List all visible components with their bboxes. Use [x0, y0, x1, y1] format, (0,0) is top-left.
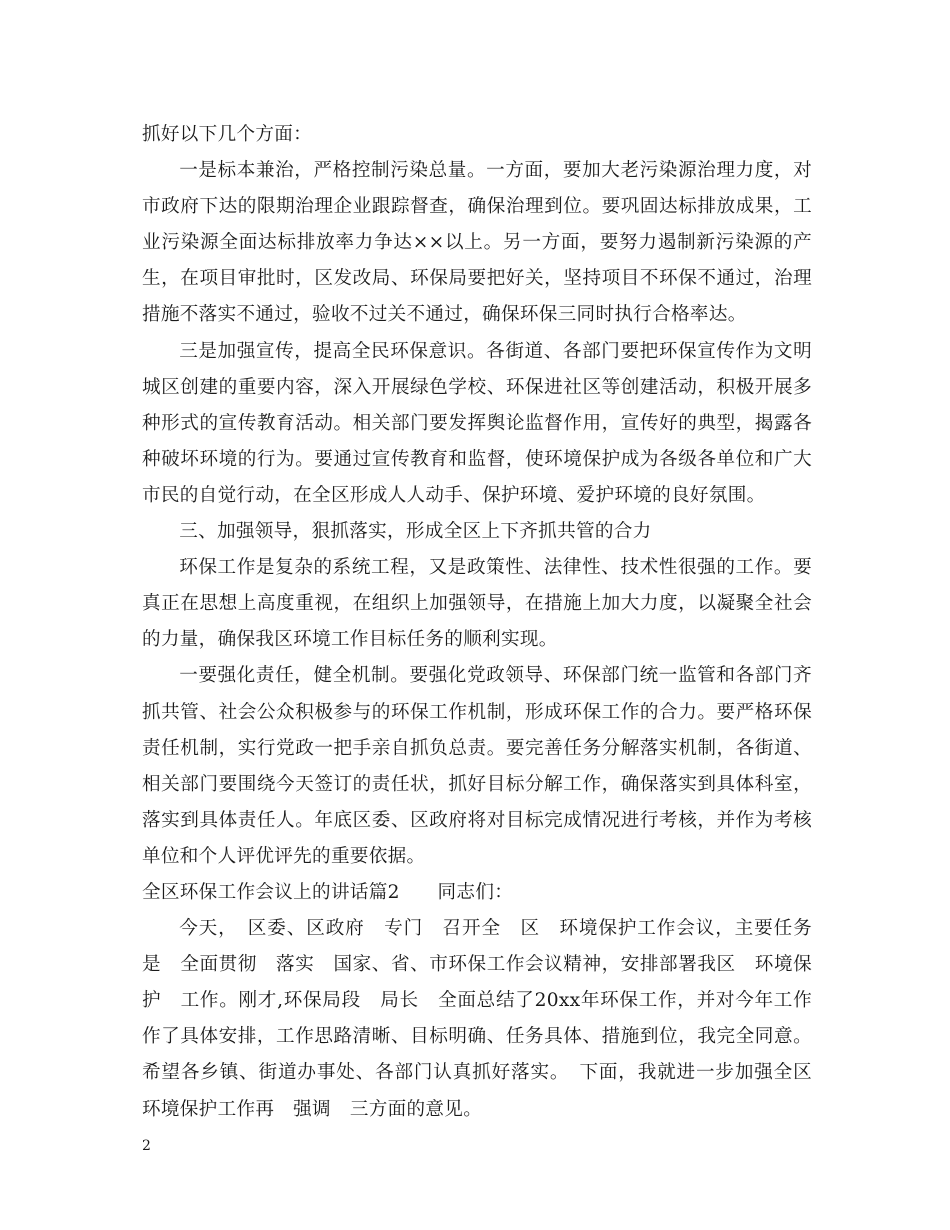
document-body [142, 117, 812, 1128]
paragraph: 环保工作是复杂的系统工程，又是政策性、法律性、技术性很强的工作。要真正在思想上高度重视，在组织上加强领导，在措施上加大力度，以凝聚全社会的力量，确保我区环境工作目标任务的顺利实现。 [142, 557, 812, 651]
paragraph: 一要强化责任，健全机制。要强化党政领导、环保部门统一监管和各部门齐抓共管、社会公众积极参与的环保工作机制，形成环保工作的合力。要严格环保责任机制，实行党政一把手亲自抓负总责。要完善任务分解落实机制，各街道、相关部门要围绕今天签订的责任状，抓好目标分解工作，确保落实到具体科室，落实到具体责任人。年底区委、区政府将对目标完成情况进行考核，并作为考核单位和个人评优评先的重要依据。 [142, 665, 812, 867]
paragraph: 抓好以下几个方面： [142, 124, 313, 145]
page-number: 2 [142, 1138, 151, 1154]
speech-title-line: 全区环保工作会议上的讲话篇2 同志们： [142, 881, 514, 903]
paragraph: 一是标本兼治，严格控制污染总量。一方面，要加大老污染源治理力度，对市政府下达的限期治理企业跟踪督查，确保治理到位。要巩固达标排放成果，工业污染源全面达标排放率力争达××以上。另一方面，要努力遏制新污染源的产生，在项目审批时，区发改局、环保局要把好关，坚持项目不环保不通过，治理措施不落实不通过，验收不过关不通过，确保环保三同时执行合格率达。 [142, 160, 812, 326]
paragraph: 今天， 区委、区政府 专门 召开全 区 环境保护工作会议，主要任务是 全面贯彻 落实 国家、省、市环保工作会议精神，安排部署我区 环境保护 工作。刚才,环保局段 局长 全面总结了20xx年环保工作，并对今年工作作了具体安排，工作思路清晰、目标明确、任务具体、措施到位，我完全同意。希望各乡镇、街道办事处、各部门认真抓好落实。 下面，我就进一步加强全区环境保护工作再 强调 三方面的意见。 [142, 918, 812, 1120]
paragraph: 三是加强宣传，提高全民环保意识。各街道、各部门要把环保宣传作为文明城区创建的重要内容，深入开展绿色学校、环保进社区等创建活动，积极开展多种形式的宣传教育活动。相关部门要发挥舆论监督作用，宣传好的典型，揭露各种破坏环境的行为。要通过宣传教育和监督，使环境保护成为各级各单位和广大市民的自觉行动，在全区形成人人动手、保护环境、爱护环境的良好氛围。 [142, 340, 812, 506]
section-heading: 三、加强领导，狠抓落实，形成全区上下齐抓共管的合力 [179, 521, 652, 543]
